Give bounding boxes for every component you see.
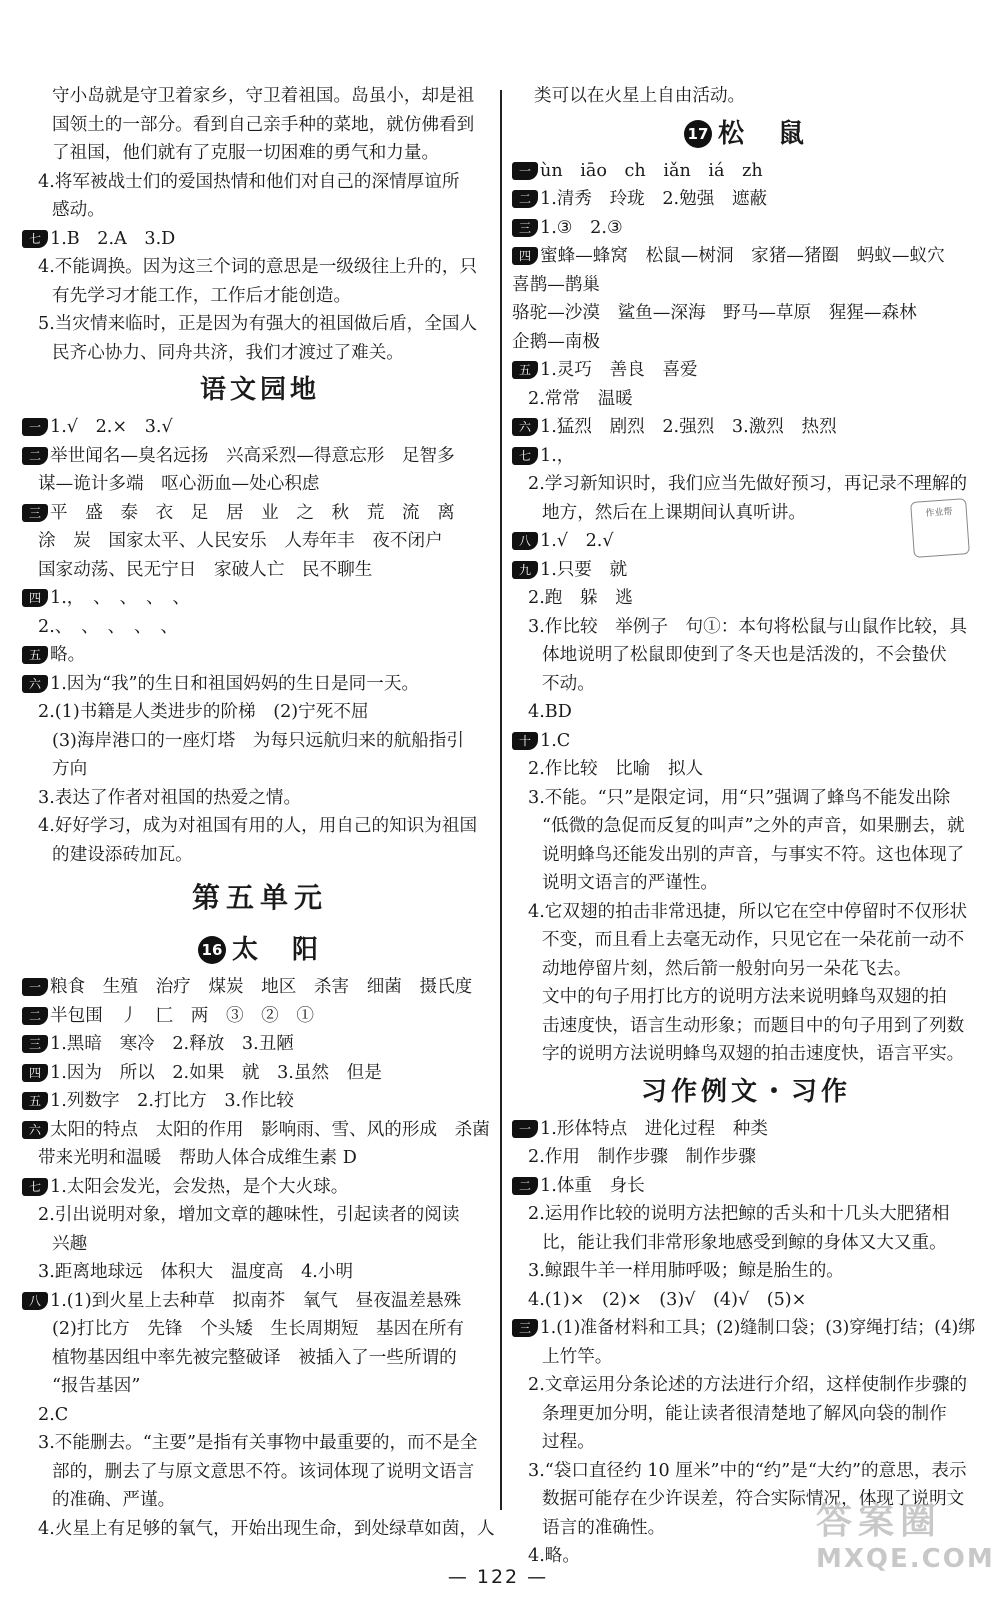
answer-text: “报告基因” [52,1376,141,1396]
answer-text: 1.只要 就 [540,559,628,580]
answer-text: 3.“袋口直径约 10 厘米”中的“约”是“大约”的意思，表示 [528,1460,967,1481]
answer-text: 2.文章运用分条论述的方法进行介绍，这样使制作步骤的 [528,1375,968,1395]
answer-text: 2.学习新知识时，我们应当先做好预习，再记录不理解的 [528,474,968,494]
answer-text: 国领土的一部分。看到自己亲手种的菜地，就仿佛看到 [52,114,475,135]
answer-text: 1.√ 2.× 3.√ [50,417,173,437]
answer-line [512,613,980,642]
answer-line [512,242,980,271]
question-number-badge: 六 [512,418,538,436]
answer-text: 兴趣 [52,1233,88,1254]
answer-line [512,1115,980,1144]
answer-line [512,385,980,414]
answer-line [512,1371,980,1400]
answer-text: 国家动荡、民无宁日 家破人亡 民不聊生 [38,559,373,580]
answer-text: 1.因为“我”的生日和祖国妈妈的生日是同一天。 [50,673,420,694]
answer-text: ùn iāo ch iǎn iá zh [540,160,763,181]
question-number-badge: 二 [512,190,538,208]
answer-line [22,111,498,140]
answer-text: 1.黑暗 寒冷 2.释放 3.丑陋 [50,1034,294,1054]
answer-text: 1.， 、 、 、 、 [50,588,190,608]
answer-text: 1.B 2.A 3.D [50,228,176,249]
answer-text: 1.C [540,730,571,751]
answer-text: 3.作比较 举例子 句①：本句将松鼠与山鼠作比较，具 [528,616,968,637]
answer-line [22,168,498,197]
question-number-badge: 三 [22,1035,48,1053]
answer-line [22,1287,498,1316]
answer-line [512,1143,980,1172]
answer-line [512,1457,980,1486]
answer-text: 4.不能调换。因为这三个词的意思是一级级往上升的，只 [38,257,478,277]
answer-line [22,1144,498,1173]
answer-text: 蜜蜂—蜂窝 松鼠—树洞 家猪—猪圈 蚂蚁—蚁穴 [540,246,945,266]
answer-line [512,413,980,442]
answer-line [512,584,980,613]
answer-line [512,983,980,1012]
answer-text: 部的，删去了与原文意思不符。该词体现了说明文语言 [52,1461,475,1482]
answer-text: 2.C [38,1404,69,1425]
page-number: — 122 — [447,1566,549,1588]
answer-line [22,139,498,168]
answer-line [512,698,980,727]
answer-line [512,1400,980,1429]
answer-text: 3.不能。“只”是限定词，用“只”强调了蜂鸟不能发出除 [528,787,951,808]
answer-text: 4.(1)× (2)× (3)√ (4)√ (5)× [528,1289,807,1310]
answer-text: 动地停留片刻，然后箭一般射向另一朵花飞去。 [542,958,912,979]
answer-line [512,1200,980,1229]
answer-text: (2)打比方 先锋 个头矮 生长周期短 基因在所有 [52,1319,464,1339]
answer-text: 4.BD [528,702,572,722]
answer-text: 4.略。 [528,1546,580,1566]
answer-text: 谋—诡计多端 呕心沥血—处心积虑 [38,474,320,494]
answer-text: 3.表达了作者对祖国的热爱之情。 [38,787,302,808]
answer-line [512,271,980,300]
question-number-badge: 七 [22,230,48,248]
answer-text: 1.(1)到火星上去种草 拟南芥 氧气 昼夜温差悬殊 [50,1290,462,1311]
answer-line [22,1258,498,1287]
answer-text: (3)海岸港口的一座灯塔 为每只远航归来的航船指引 [52,730,464,751]
answer-line [512,1229,980,1258]
section-heading-text: 习作例文・习作 [640,1076,851,1107]
answer-text: 不动。 [542,673,595,694]
answer-line [22,442,498,471]
answer-line [22,1201,498,1230]
answer-text: 方向 [52,759,88,779]
question-number-badge: 三 [512,1319,538,1337]
answer-line [22,1401,498,1430]
answer-text: 1.太阳会发光，会发热，是个大火球。 [50,1176,349,1197]
answer-line [512,926,980,955]
answer-text: 守小岛就是守卫着家乡，守卫着祖国。岛虽小，却是祖 [52,86,475,106]
answer-text: 5.当灾情来临时，正是因为有强大的祖国做后盾，全国人 [38,314,478,334]
answer-text: 3.不能删去。“主要”是指有关事物中最重要的，而不是全 [38,1433,478,1453]
answer-text: 2.、 、 、 、 、 [38,616,178,637]
question-number-badge: 一 [22,978,48,996]
answer-line [22,1372,498,1401]
answer-text: 1.列数字 2.打比方 3.作比较 [50,1091,294,1111]
section-heading [22,927,498,973]
answer-text: 比，能让我们非常形象地感受到鲸的身体又大又重。 [542,1232,947,1253]
answer-line [22,470,498,499]
answer-text: 2.跑 躲 逃 [528,588,633,608]
answer-line [512,157,980,186]
answer-line [22,670,498,699]
answer-text: 上竹竿。 [542,1346,613,1367]
stamp-logo [910,498,970,558]
answer-line [512,1343,980,1372]
answer-line [512,1012,980,1041]
answer-text: 4.它双翅的拍击非常迅捷，所以它在空中停留时不仅形状 [528,901,968,922]
question-number-badge: 二 [512,1177,538,1195]
answer-line [512,499,980,528]
answer-line [22,1429,498,1458]
answer-text: “低微的急促而反复的叫声”之外的声音，如果删去，就 [542,816,965,836]
answer-text: 民齐心协力、同舟共济，我们才渡过了难关。 [52,342,404,363]
answer-line [22,499,498,528]
question-number-badge: 一 [512,162,538,180]
answer-line [22,556,498,585]
answer-line [512,755,980,784]
lesson-number-badge: 16 [198,936,226,964]
answer-line [22,82,498,111]
answer-text: 了祖国，他们就有了克服一切困难的勇气和力量。 [52,143,440,163]
answer-line [22,1458,498,1487]
answer-text: 条理更加分明，能让读者很清楚地了解风向袋的制作 [542,1403,947,1424]
answer-text: 2.作用 制作步骤 制作步骤 [528,1147,756,1167]
answer-line [22,1344,498,1373]
section-heading [512,111,980,157]
answer-text: 不变，而且看上去毫无动作，只见它在一朵花前一动不 [542,930,965,950]
answer-line [22,584,498,613]
answer-text: 半包围 丿 匚 两 ③ ② ① [50,1005,314,1026]
answer-text: 2.作比较 比喻 拟人 [528,759,704,779]
answer-text: 1.③ 2.③ [540,217,623,238]
answer-line [512,214,980,243]
answer-line [22,527,498,556]
answer-line [22,282,498,311]
answer-line [512,556,980,585]
answer-line [512,1172,980,1201]
section-heading [22,367,498,413]
answer-text: 骆驼—沙漠 鲨鱼—深海 野马—草原 猩猩—森林 [512,303,917,323]
section-heading [22,869,498,927]
answer-line [512,641,980,670]
stamp-text: 作业帮 [925,507,953,519]
answer-text: 1.猛烈 剧烈 2.强烈 3.激烈 热烈 [540,417,837,437]
answer-line [512,1314,980,1343]
answer-text: 太阳的特点 太阳的作用 影响雨、雪、风的形成 杀菌 [50,1119,490,1140]
answer-line [22,1515,498,1544]
answer-line [22,1315,498,1344]
answer-text: 1.形体特点 进化过程 种类 [540,1118,768,1139]
question-number-badge: 七 [22,1178,48,1196]
answer-line [22,339,498,368]
answer-text: 带来光明和温暖 帮助人体合成维生素 D [38,1148,357,1168]
answer-line [512,1428,980,1457]
answer-line [512,442,980,471]
answer-text: 数据可能存在少许误差，符合实际情况，体现了说明文 [542,1489,965,1509]
answer-text: 植物基因组中率先被完整破译 被插入了一些所谓的 [52,1347,457,1368]
answer-line [22,310,498,339]
answer-line [22,727,498,756]
lesson-number-badge: 17 [684,120,712,148]
answer-text: 2.(1)书籍是人类进步的阶梯 (2)宁死不屈 [38,702,369,722]
question-number-badge: 一 [512,1120,538,1138]
answer-line [512,1040,980,1069]
answer-line [22,784,498,813]
answer-line [22,1486,498,1515]
answer-text: 4.好好学习，成为对祖国有用的人，用自己的知识为祖国 [38,816,478,836]
question-number-badge: 四 [22,1064,48,1082]
answer-line [512,470,980,499]
answer-line [22,698,498,727]
answer-text: 2.引出说明对象，增加文章的趣味性，引起读者的阅读 [38,1205,460,1225]
answer-text: 3.鲸跟牛羊一样用肺呼吸；鲸是胎生的。 [528,1261,844,1281]
answer-text: 有先学习才能工作，工作后才能创造。 [52,285,352,306]
answer-line [22,973,498,1002]
answer-line [512,955,980,984]
answer-line [22,413,498,442]
answer-text: 1.灵巧 善良 喜爱 [540,360,698,380]
answer-text: 喜鹊—鹊巢 [512,274,600,295]
answer-line [512,727,980,756]
answer-text: 1.清秀 玲珑 2.勉强 遮蔽 [540,189,768,209]
question-number-badge: 八 [512,532,538,550]
answer-line [22,1030,498,1059]
column-divider [500,90,502,1510]
answer-text: 企鹅—南极 [512,331,600,352]
answer-line [22,812,498,841]
answer-line [22,1059,498,1088]
answer-line [22,1087,498,1116]
question-number-badge: 四 [512,247,538,265]
answer-line [22,841,498,870]
answer-text: 文中的句子用打比方的说明方法来说明蜂鸟双翅的拍 [542,987,947,1007]
answer-text: 说明蜂鸟还能发出别的声音，与事实不符。这也体现了 [542,844,965,865]
answer-text: 地方，然后在上课期间认真听讲。 [542,502,806,523]
answer-line [22,613,498,642]
answer-text: 字的说明方法说明蜂鸟双翅的拍击速度快，语言平实。 [542,1044,965,1064]
answer-text: 1.因为 所以 2.如果 就 3.虽然 但是 [50,1062,382,1083]
left-column [22,82,498,1539]
watermark-bottom: MXQE.COM [816,1544,995,1574]
question-number-badge: 二 [22,447,48,465]
answer-line [512,328,980,357]
answer-line [512,299,980,328]
answer-line [512,670,980,699]
answer-text: 过程。 [542,1432,595,1452]
answer-text: 3.距离地球远 体积大 温度高 4.小明 [38,1262,354,1282]
answer-text: 语言的准确性。 [542,1517,666,1538]
answer-line [512,812,980,841]
answer-line [22,1173,498,1202]
answer-text: 4.火星上有足够的氧气，开始出现生命，到处绿草如茵，人 [38,1518,495,1539]
answer-line [512,356,980,385]
question-number-badge: 六 [22,675,48,693]
answer-text: 4.将军被战士们的爱国热情和他们对自己的深情厚谊所 [38,171,460,192]
question-number-badge: 五 [512,361,538,379]
answer-line [22,253,498,282]
answer-text: 的建设添砖加瓦。 [52,844,193,865]
question-number-badge: 十 [512,732,538,750]
answer-line [512,1286,980,1315]
answer-text: 感动。 [52,200,105,220]
answer-line [512,784,980,813]
answer-text: 1.√ 2.√ [540,531,614,551]
answer-line [512,1257,980,1286]
answer-text: 1.(1)准备材料和工具；(2)缝制口袋；(3)穿绳打结；(4)绑 [540,1318,976,1338]
answer-line [512,527,980,556]
answer-line [512,841,980,870]
answer-text: 平 盛 泰 衣 足 居 业 之 秋 荒 流 离 [50,502,455,523]
answer-text: 1.体重 身长 [540,1175,645,1196]
watermark-top: 答案圈 [816,1501,943,1542]
question-number-badge: 九 [512,561,538,579]
answer-line [512,898,980,927]
question-number-badge: 三 [512,219,538,237]
answer-text: 略。 [50,645,86,665]
question-number-badge: 二 [22,1007,48,1025]
question-number-badge: 五 [22,1092,48,1110]
answer-text: 2.常常 温暖 [528,388,633,409]
answer-text: 击速度快，语言生动形象；而题目中的句子用到了列数 [542,1015,965,1036]
answer-line [22,1116,498,1145]
question-number-badge: 一 [22,418,48,436]
question-number-badge: 三 [22,504,48,522]
answer-text: 的准确、严谨。 [52,1490,176,1510]
answer-line [22,1230,498,1259]
section-heading-text: 语文园地 [199,375,320,405]
answer-line [512,185,980,214]
answer-line [22,755,498,784]
question-number-badge: 四 [22,589,48,607]
answer-line [22,1002,498,1031]
answer-text: 涂 炭 国家太平、人民安乐 人寿年丰 夜不闭户 [38,531,443,551]
question-number-badge: 八 [22,1292,48,1310]
section-heading-text: 第五单元 [191,881,328,914]
answer-line [22,225,498,254]
answer-text: 类可以在火星上自由活动。 [534,86,746,106]
section-heading-text: 松 鼠 [717,118,808,149]
answer-text: 举世闻名—臭名远扬 兴高采烈—得意忘形 足智多 [50,445,455,466]
section-heading [512,1069,980,1115]
answer-text: 粮食 生殖 治疗 煤炭 地区 杀害 细菌 摄氏度 [50,977,473,997]
answer-text: 说明文语言的严谨性。 [542,873,718,893]
section-heading-text: 太 阳 [231,935,322,965]
answer-line [22,196,498,225]
answer-text: 2.运用作比较的说明方法把鲸的舌头和十几头大肥猪相 [528,1204,950,1224]
question-number-badge: 七 [512,447,538,465]
question-number-badge: 六 [22,1121,48,1139]
answer-text: 体地说明了松鼠即使到了冬天也是活泼的，不会蛰伏 [542,645,947,665]
answer-line [512,869,980,898]
answer-line [512,82,980,111]
answer-line [22,641,498,670]
answer-text: 1.， [540,445,575,466]
question-number-badge: 五 [22,646,48,664]
